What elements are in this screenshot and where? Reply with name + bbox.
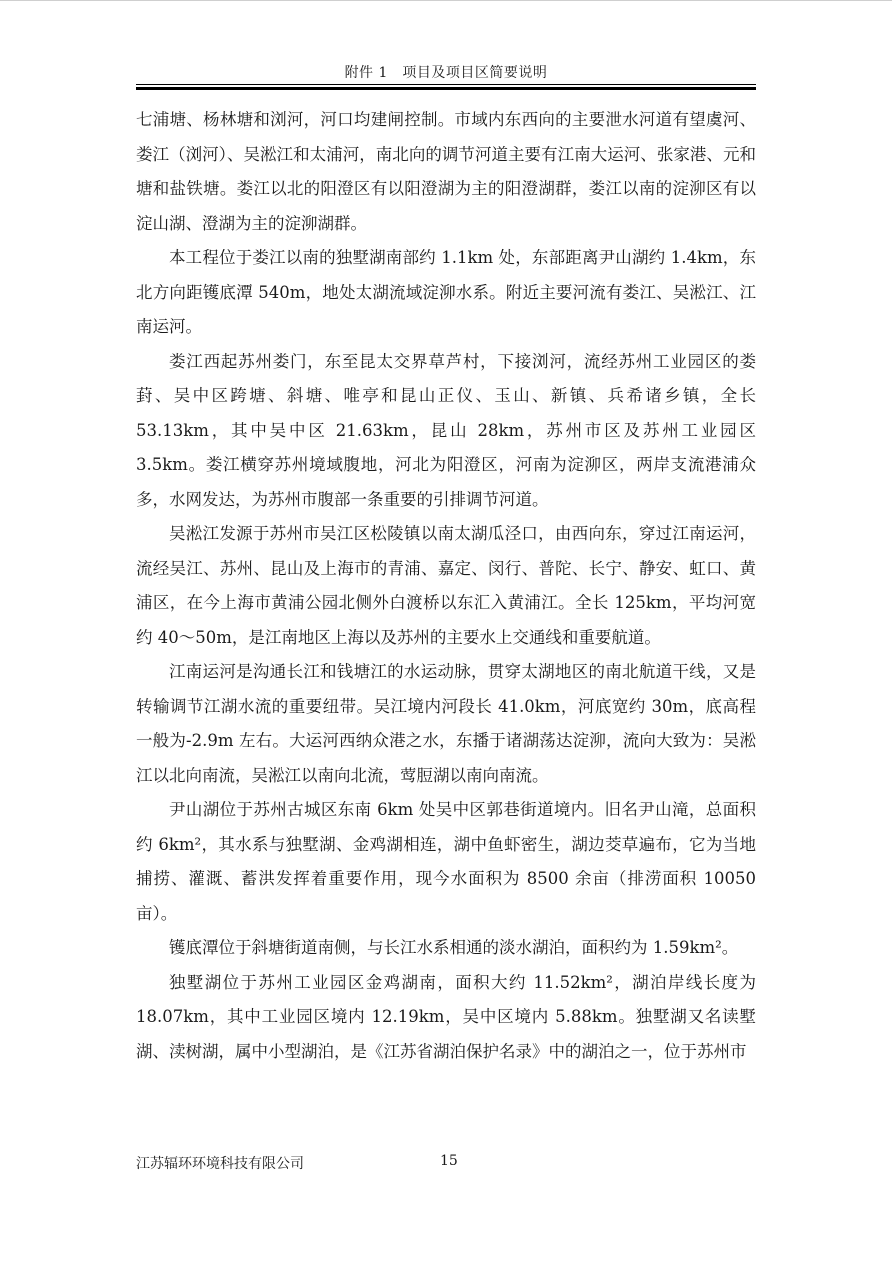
paragraph-huodi-pond: 镬底潭位于斜塘街道南侧，与长江水系相通的淡水湖泊，面积约为 1.59km²。 xyxy=(169,938,739,957)
paragraph-continued: 七浦塘、杨林塘和浏河，河口均建闸控制。市域内东西向的主要泄水河道有望虞河、娄江（浏河）、吴淞江和太浦河，南北向的调节河道主要有江南大运河、张家港、元和塘和盐铁塘。娄江以北的阳澄区有以阳澄湖为主的阳澄湖群，娄江以南的淀泖区有以淀山湖、澄湖为主的淀泖湖群。 xyxy=(136,110,756,233)
paragraph-loujiang: 娄江西起苏州娄门，东至昆太交界草芦村，下接浏河，流经苏州工业园区的娄葑、吴中区跨塘、斜塘、唯亭和昆山正仪、玉山、新镇、兵希诸乡镇，全长53.13km，其中吴中区 21.63km，昆山 28km，苏州市区及苏州工业园区 3.5km。娄江横穿苏州境域腹地，河北为阳澄区，河南为淀泖区，两岸支流港浦众多，水网发达，为苏州市腹部一条重要的引排调节河道。 xyxy=(136,351,756,509)
paragraph-project-location: 本工程位于娄江以南的独墅湖南部约 1.1km 处，东部距离尹山湖约 1.4km，东北方向距镬底潭 540m，地处太湖流域淀泖水系。附近主要河流有娄江、吴淞江、江南运河。 xyxy=(136,248,756,336)
paragraph-yinshan-lake: 尹山湖位于苏州古城区东南 6km 处吴中区郭巷街道境内。旧名尹山滝，总面积约 6km²，其水系与独墅湖、金鸡湖相连，湖中鱼虾密生，湖边茭草遍布，它为当地捕捞、灌溉、蓄洪发挥着重要作用，现今水面积为 8500 余亩（排涝面积 10050 亩）。 xyxy=(136,800,756,923)
page-top-border xyxy=(0,0,892,1)
paragraph-dushu-lake: 独墅湖位于苏州工业园区金鸡湖南，面积大约 11.52km²，湖泊岸线长度为18.07km，其中工业园区境内 12.19km，吴中区境内 5.88km。独墅湖又名读墅湖、渎树湖，属中小型湖泊，是《江苏省湖泊保护名录》中的湖泊之一，位于苏州市 xyxy=(136,972,756,1061)
document-body xyxy=(136,103,756,1069)
page-header: 附件 1 项目及项目区简要说明 xyxy=(344,65,548,81)
footer-company: 江苏辐环环境科技有限公司 xyxy=(136,1156,304,1172)
header-rule-thin xyxy=(136,84,756,85)
paragraph-wusongjiang: 吴淞江发源于苏州市吴江区松陵镇以南太湖瓜泾口，由西向东，穿过江南运河，流经吴江、苏州、昆山及上海市的青浦、嘉定、闵行、普陀、长宁、静安、虹口、黄浦区，在今上海市黄浦公园北侧外白渡桥以东汇入黄浦江。全长 125km，平均河宽约 40～50m，是江南地区上海以及苏州的主要水上交通线和重要航道。 xyxy=(136,524,756,647)
header-rule-thick xyxy=(136,87,756,90)
page-number: 15 xyxy=(440,1153,458,1169)
paragraph-jiangnan-canal: 江南运河是沟通长江和钱塘江的水运动脉，贯穿太湖地区的南北航道干线，又是转输调节江湖水流的重要纽带。吴江境内河段长 41.0km，河底宽约 30m，底高程一般为-2.9m 左右。大运河西纳众港之水，东播于诸湖荡达淀泖，流向大致为：吴淞江以北向南流，吴淞江以南向北流，莺脰湖以南向南流。 xyxy=(136,662,756,785)
